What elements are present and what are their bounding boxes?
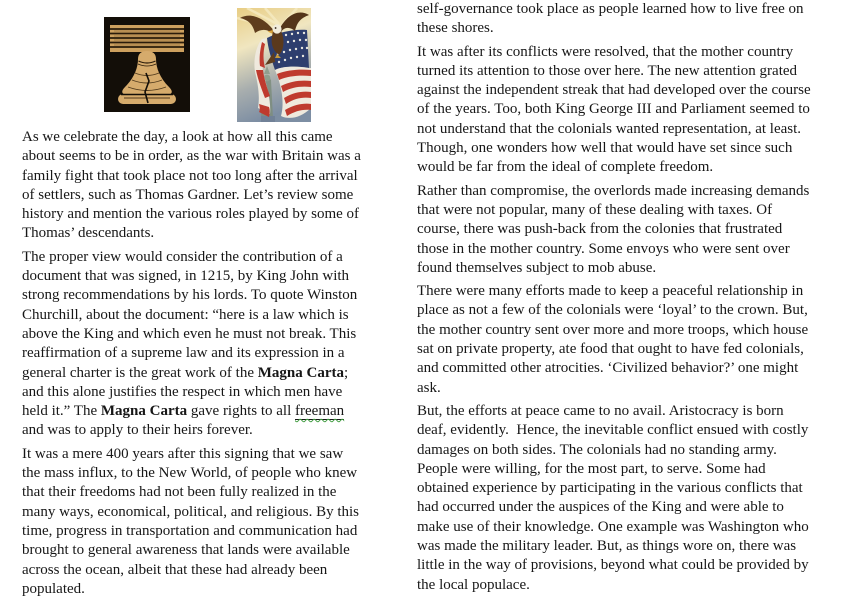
text-line: had occurred under the auspices of the King and were able to	[417, 499, 784, 516]
text-line: Rather than compromise, the overlords made increasing demands	[417, 182, 810, 199]
text-line: sat on private property, ate food that ought to have fed colonials,	[417, 341, 804, 358]
text-line: There were many efforts made to keep a peaceful relationship in	[417, 283, 804, 300]
text-line: make use of their knowledge. One example was Washington who	[417, 518, 809, 535]
text-line: the local populace.	[417, 576, 530, 593]
text-line: and committed other atrocities. ‘Civilized behavior?’ one might	[417, 360, 799, 377]
text-line: that were not popular, many of these dealing with taxes. Of	[417, 201, 773, 218]
underlined-word: freeman	[295, 403, 345, 420]
text-line: Thomas’ descendants.	[22, 225, 155, 242]
text-line: obtained experience by participating in the various conflicts that	[417, 480, 803, 497]
text-line: of the years. Too, both King George III and Parliament seemed to	[417, 101, 810, 118]
text-line: reaffirmation of a supreme law and its expression in a	[22, 345, 345, 362]
text-line: turned its attention to those over here. The new attention grated	[417, 62, 798, 79]
text-line: history and mention the various roles played by some of	[22, 206, 360, 223]
right-text-column	[417, 0, 863, 599]
liberty-bell-image	[104, 17, 190, 112]
text-line: would be far from the ideal of complete freedom.	[417, 159, 714, 176]
text-line: of settlers, such as Thomas Gardner. Let’s review some	[22, 186, 354, 203]
paragraph	[417, 282, 863, 398]
text-line: strong recommendations by his lords. To quote Winston	[22, 287, 358, 304]
text-line: damages on both sides. The colonials had no standing army.	[417, 441, 777, 458]
text-run: held it.” The	[22, 403, 101, 420]
text-line: against the independent streak that had developed over the course	[417, 82, 811, 99]
text-line: above the King and which even he must not break. This	[22, 325, 357, 342]
paragraph	[417, 43, 863, 178]
text-line: and was to apply to their heirs forever.	[22, 422, 253, 439]
eagle-flag-image	[237, 8, 311, 122]
text-line	[22, 402, 405, 421]
eagle-flag-icon	[237, 8, 311, 122]
text-run: general charter is the great work of the	[22, 364, 258, 381]
text-run: gave rights to all	[187, 403, 296, 420]
text-line: time, progress in transportation and communication had	[22, 522, 358, 539]
text-line: self-governance took place as people learned how to live free on	[417, 1, 804, 17]
paragraph	[22, 445, 405, 599]
text-run: ;	[343, 364, 349, 381]
text-line: brought to general awareness that lands were available	[22, 542, 350, 559]
text-line: document that was signed, in 1215, by King John with	[22, 268, 350, 285]
text-line	[22, 364, 405, 383]
text-line: across the ocean, albeit that these had already been	[22, 561, 328, 578]
paragraph	[417, 0, 863, 39]
text-line: the mass influx, to the New World, of people who knew	[22, 465, 358, 482]
text-line: Though, one wonders how well that would have set since such	[417, 140, 793, 157]
text-line: It was a mere 400 years after this signing that we saw	[22, 445, 344, 462]
liberty-bell-icon	[104, 17, 190, 112]
text-line: People were willing, for the most part, to serve. Some had	[417, 460, 766, 477]
bold-text: Magna Carta	[257, 364, 344, 381]
text-line: many ways, economical, political, and religious. By this	[22, 503, 360, 520]
paragraph	[22, 128, 405, 244]
text-line: little in the way of provisions, beyond what could be provided by	[417, 557, 809, 574]
text-line: place as not a few of the colonials were ‘loyal’ to the crown. But,	[417, 302, 808, 319]
text-line: was made the military leader. But, as things wore on, there was	[417, 538, 797, 555]
text-line: But, the efforts at peace came to no avail. Aristocracy is born	[417, 402, 784, 419]
text-line: course, there was push-back from the colonies that frustrated	[417, 221, 783, 238]
text-line: The proper view would consider the contribution of a	[22, 248, 343, 265]
text-line: found themselves subject to mob abuse.	[417, 259, 657, 276]
paragraph	[417, 182, 863, 278]
text-line: these shores.	[417, 20, 494, 37]
text-line: those in the mother country. Some envoys who were sent over	[417, 240, 790, 257]
bold-text: Magna Carta	[100, 403, 188, 420]
text-line: the mother country sent over more and more troops, which house	[417, 321, 809, 338]
paragraph	[417, 402, 863, 595]
paragraph	[22, 248, 405, 441]
left-text-column	[22, 128, 405, 603]
text-line: Churchill, about the document: “here is a law which is	[22, 306, 349, 323]
text-line: about seems to be in order, as the war with Britain was a	[22, 148, 361, 165]
text-line: populated.	[22, 580, 85, 597]
text-line: As we celebrate the day, a look at how all this came	[22, 129, 333, 145]
text-line: It was after its conflicts were resolved, that the mother country	[417, 43, 794, 60]
text-line: deaf, evidently. Hence, the inevitable conflict ensued with costly	[417, 422, 809, 439]
text-line: not understand that the colonials wanted representation, at least.	[417, 120, 802, 137]
text-line: family fight that took place not too long after the arrival	[22, 167, 358, 184]
text-line: and this alone justifies the respect in which men have	[22, 383, 343, 400]
text-line: that their freedoms had not been fully realized in the	[22, 484, 337, 501]
text-line: ask.	[417, 379, 441, 396]
